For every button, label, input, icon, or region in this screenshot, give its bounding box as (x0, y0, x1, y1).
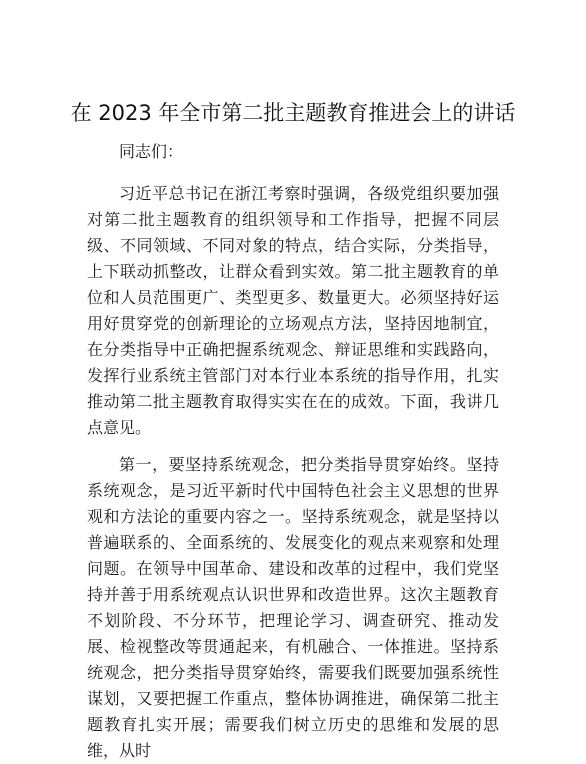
spacer (87, 165, 499, 181)
spacer (87, 441, 499, 452)
document-title: 在 2023 年全市第二批主题教育推进会上的讲话 (70, 101, 516, 125)
paragraph-first-point: 第一，要坚持系统观念，把分类指导贯穿始终。坚持系统观念，是习近平新时代中国特色社会主义思想的世界观和方法论的重要内容之一。坚持系统观念，就是坚持以普遍联系的、全面系统的、发展变化的观点来观察和处理问题。在领导中国革命、建设和改革的过程中，我们党坚持并善于用系统观点认识世界和改造世界。这次主题教育不划阶段、不分环节，把理论学习、调查研究、推动发展、检视整改等贯通起来，有机融合、一体推进。坚持系统观念，把分类指导贯穿始终，需要我们既要加强系统性谋划，又要把握工作重点，整体协调推进，确保第二批主题教育扎实开展；需要我们树立历史的思维和发展的思维，从时 (87, 455, 499, 760)
document-body (87, 139, 499, 764)
salutation: 同志们： (119, 142, 184, 161)
paragraph-intro: 习近平总书记在浙江考察时强调，各级党组织要加强对第二批主题教育的组织领导和工作指导，把握不同层级、不同领域、不同对象的特点，结合实际，分类指导，上下联动抓整改，让群众看到实效。第二批主题教育的单位和人员范围更广、类型更多、数量更大。必须坚持好运用好贯穿党的创新理论的立场观点方法，坚持因地制宜，在分类指导中正确把握系统观念、辩证思维和实践路向，发挥行业系统主管部门对本行业本系统的指导作用，扎实推动第二批主题教育取得实实在在的成效。下面，我讲几点意见。 (87, 184, 499, 437)
